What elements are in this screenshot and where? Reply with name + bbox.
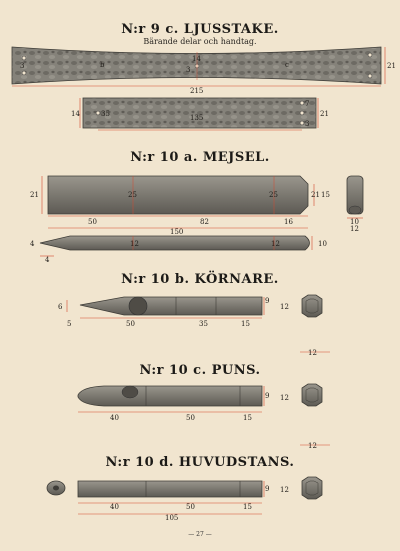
dim-short-14: 14: [71, 110, 80, 118]
dim-korn-50: 50: [126, 320, 135, 328]
dim-ljus-3: 3: [186, 66, 191, 74]
dim-mejsel-21b: 21: [311, 191, 320, 199]
puns-drawing: [78, 384, 322, 422]
dim-ljus-21: 21: [387, 62, 396, 70]
dim-side-10: 10: [318, 240, 327, 248]
heading-kornare: N:r 10 b. KÖRNARE.: [121, 272, 279, 287]
dim-korn-6: 6: [58, 303, 63, 311]
kornare-drawing: [58, 295, 322, 328]
dim-korn-5: 5: [67, 320, 72, 328]
dim-side-4b: 4: [45, 256, 50, 264]
dim-puns-12: 12: [280, 394, 289, 402]
dim-mejsel-25b: 25: [269, 191, 278, 199]
heading-ljusstake: N:r 9 c. LJUSSTAKE.: [121, 22, 279, 37]
dim-puns-40: 40: [110, 414, 119, 422]
dim-stans-9: 9: [265, 485, 270, 493]
dim-korn-35: 35: [199, 320, 208, 328]
dim-korn-12: 12: [280, 303, 289, 311]
dim-end-12: 12: [350, 225, 359, 233]
dim-mejsel-150: 150: [170, 228, 184, 236]
ljusstake-short-bar: [71, 98, 329, 130]
heading-huvudstans: N:r 10 d. HUVUDSTANS.: [105, 455, 295, 470]
huvudstans-drawing: [47, 477, 322, 522]
dim-end-10: 10: [350, 218, 359, 226]
mejsel-side-view: [30, 236, 327, 264]
mejsel-end-view: [347, 176, 363, 233]
dim-ljus-b: b: [100, 61, 105, 69]
heading-mejsel: N:r 10 a. MEJSEL.: [130, 150, 270, 165]
dim-mejsel-16: 16: [284, 218, 293, 226]
dim-stans-40: 40: [110, 503, 119, 511]
ljusstake-long-bar: [12, 47, 396, 95]
puns-end-octagon: [302, 384, 322, 406]
dim-short-7: 7: [305, 100, 310, 108]
dim-mejsel-50: 50: [88, 218, 97, 226]
dim-short-21: 21: [320, 110, 329, 118]
dim-ljus-215: 215: [190, 87, 204, 95]
dim-stans-12: 12: [280, 486, 289, 494]
mejsel-top-view: [30, 176, 330, 236]
dim-puns-9: 9: [265, 392, 270, 400]
dim-mejsel-25a: 25: [128, 191, 137, 199]
dim-ljus-c: c: [285, 61, 289, 69]
dim-mejsel-21: 21: [30, 191, 39, 199]
dim-stans-50: 50: [186, 503, 195, 511]
dim-ljus-a: 3: [20, 62, 25, 70]
dim-korn-9: 9: [265, 297, 270, 305]
stans-end-octagon: [302, 477, 322, 499]
dim-puns-50: 50: [186, 414, 195, 422]
dim-short-135: 135: [190, 114, 204, 122]
page-number: — 27 —: [188, 531, 212, 538]
dim-korn-15: 15: [241, 320, 250, 328]
dim-vert-12b: 12: [308, 442, 317, 450]
dim-ljus-14: 14: [192, 55, 201, 63]
subheading-ljusstake: Bärande delar och handtag.: [143, 37, 257, 46]
dim-side-12a: 12: [130, 240, 139, 248]
dim-stans-15: 15: [243, 503, 252, 511]
dim-stans-105: 105: [165, 514, 179, 522]
dim-short-35: 35: [101, 110, 110, 118]
dim-side-4a: 4: [30, 240, 35, 248]
dim-short-3: 3: [305, 120, 310, 128]
dim-vert-12a: 12: [308, 349, 317, 357]
dim-mejsel-82: 82: [200, 218, 209, 226]
dim-side-12b: 12: [271, 240, 280, 248]
kornare-end-octagon: [302, 295, 322, 317]
dim-puns-15: 15: [243, 414, 252, 422]
dim-mejsel-15: 15: [321, 191, 330, 199]
heading-puns: N:r 10 c. PUNS.: [139, 363, 261, 378]
